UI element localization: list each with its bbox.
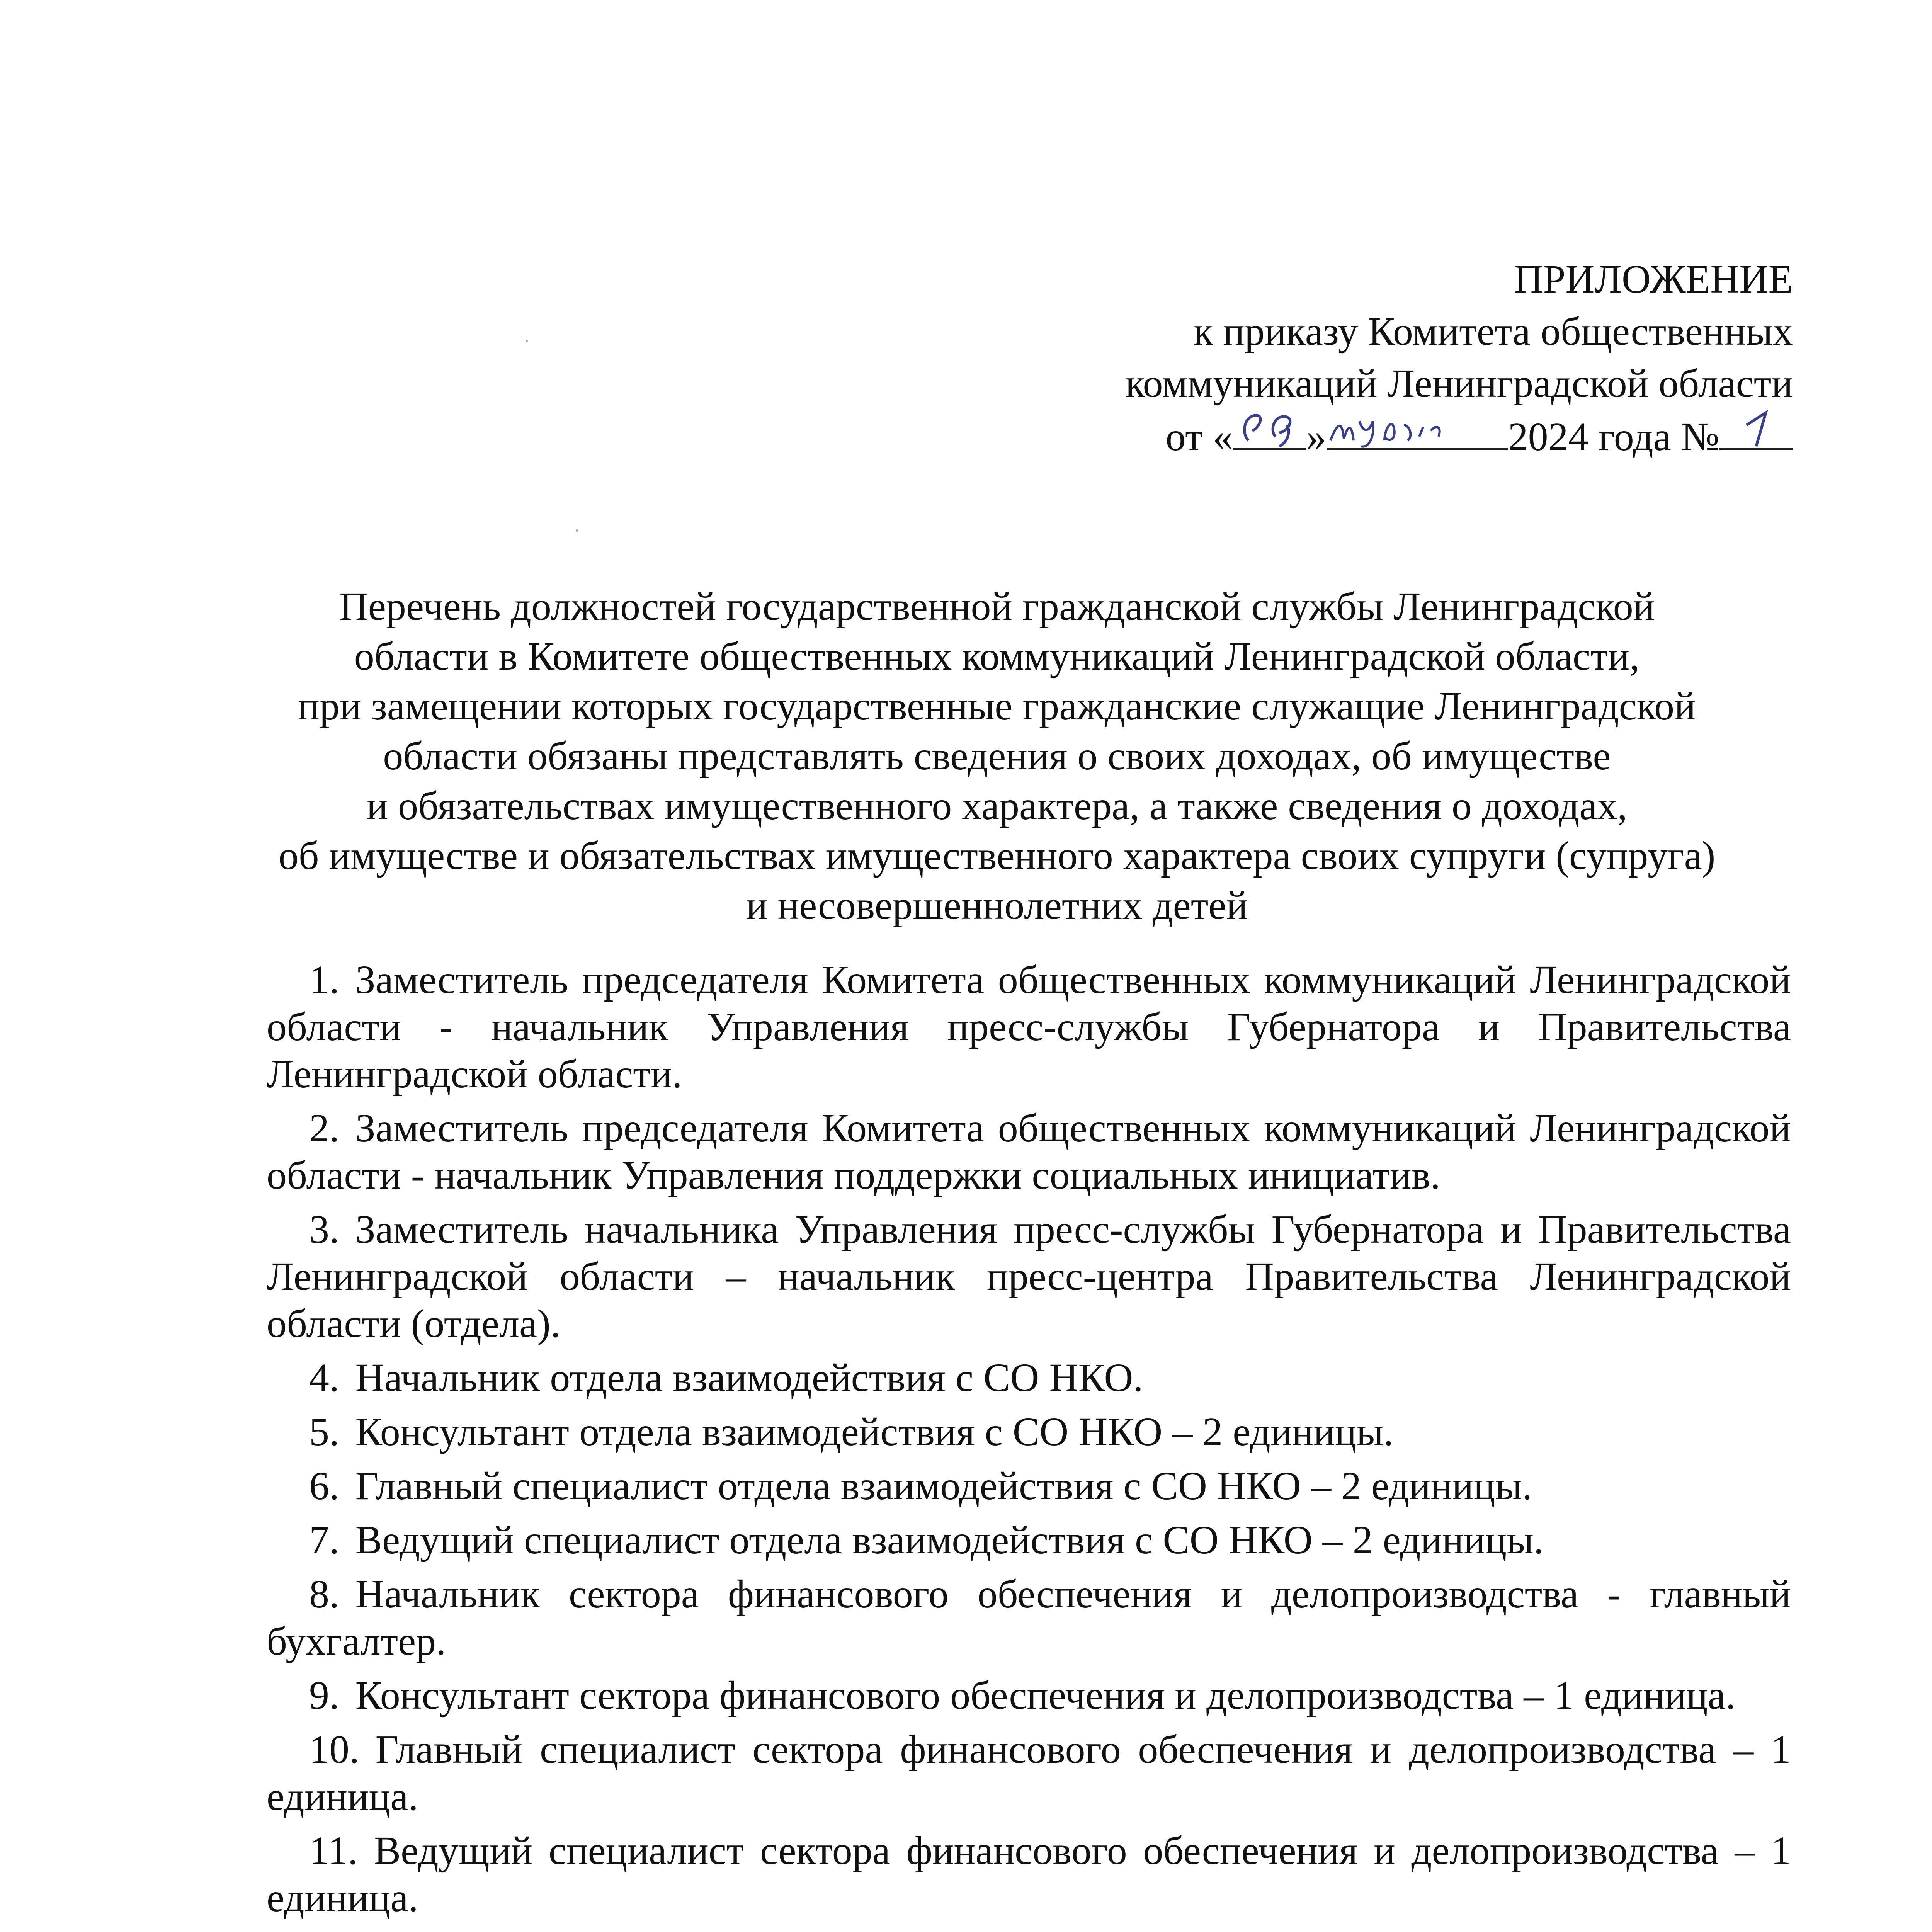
list-item bbox=[267, 1463, 1791, 1510]
title-line: области обязаны представлять сведения о своих доходах, об имуществе bbox=[383, 734, 1611, 778]
title-line: и несовершеннолетних детей bbox=[746, 883, 1248, 928]
item-number: 8. bbox=[309, 1572, 339, 1616]
item-number: 2. bbox=[309, 1106, 339, 1150]
title-line: Перечень должностей государственной гражданской службы Ленинградской bbox=[339, 584, 1655, 629]
list-item bbox=[267, 1517, 1791, 1564]
item-number: 4. bbox=[309, 1355, 339, 1400]
appendix-header bbox=[711, 253, 1793, 463]
handwritten-day-signature bbox=[1233, 410, 1306, 448]
list-item bbox=[267, 1672, 1791, 1719]
appendix-label: ПРИЛОЖЕНИЕ bbox=[1514, 257, 1793, 301]
list-item bbox=[267, 1408, 1791, 1456]
item-text: Главный специалист отдела взаимодействия с СО НКО – 2 единицы. bbox=[355, 1464, 1532, 1508]
item-text: Консультант сектора финансового обеспечения и делопроизводства – 1 единица. bbox=[355, 1673, 1736, 1718]
list-item bbox=[267, 1827, 1791, 1922]
title-line: области в Комитете общественных коммуникаций Ленинградской области, bbox=[354, 634, 1640, 679]
item-text: Заместитель начальника Управления пресс-службы Губернатора и Правительства Ленинградской области – начальник пресс-центра Правительства Ленинградской области (отдела). bbox=[267, 1207, 1791, 1346]
title-line: об имуществе и обязательствах имущественного характера своих супруги (супруга) bbox=[278, 833, 1716, 878]
item-number: 9. bbox=[309, 1673, 339, 1718]
item-text: Ведущий специалист сектора финансового обеспечения и делопроизводства – 1 единица. bbox=[267, 1828, 1791, 1920]
item-number: 11. bbox=[309, 1828, 358, 1873]
handwritten-month-signature bbox=[1327, 410, 1508, 448]
item-text: Заместитель председателя Комитета общественных коммуникаций Ленинградской области - начальник Управления пресс-службы Губернатора и Правительства Ленинградской области. bbox=[267, 957, 1791, 1096]
item-number: 10. bbox=[309, 1727, 359, 1772]
list-item bbox=[267, 1571, 1791, 1665]
date-mid: » bbox=[1306, 415, 1327, 459]
date-day-handwritten bbox=[1233, 410, 1306, 450]
item-number: 6. bbox=[309, 1464, 339, 1508]
item-number: 3. bbox=[309, 1207, 339, 1252]
item-text: Главный специалист сектора финансового обеспечения и делопроизводства – 1 единица. bbox=[267, 1727, 1791, 1819]
item-text: Ведущий специалист отдела взаимодействия с СО НКО – 2 единицы. bbox=[355, 1518, 1544, 1562]
list-item bbox=[267, 1105, 1791, 1199]
handwritten-number-signature bbox=[1719, 410, 1793, 448]
committee-name-line: коммуникаций Ленинградской области bbox=[1125, 361, 1793, 406]
date-prefix: от « bbox=[1165, 415, 1233, 459]
positions-list bbox=[267, 956, 1791, 1929]
order-number-handwritten bbox=[1719, 410, 1793, 450]
item-number: 5. bbox=[309, 1410, 339, 1454]
item-text: Начальник сектора финансового обеспечения и делопроизводства - главный бухгалтер. bbox=[267, 1572, 1791, 1663]
title-line: и обязательствах имущественного характера, а также сведения о доходах, bbox=[366, 784, 1628, 828]
document-title bbox=[232, 582, 1762, 930]
item-text: Консультант отдела взаимодействия с СО НКО – 2 единицы. bbox=[355, 1410, 1394, 1454]
item-number: 7. bbox=[309, 1518, 339, 1562]
title-line: при замещении которых государственные гражданские служащие Ленинградской bbox=[298, 684, 1696, 728]
list-item bbox=[267, 1354, 1791, 1401]
date-year: 2024 года № bbox=[1508, 415, 1719, 459]
scan-speck bbox=[576, 529, 578, 532]
list-item bbox=[267, 956, 1791, 1098]
scan-speck bbox=[526, 340, 528, 342]
date-month-handwritten bbox=[1327, 410, 1508, 450]
order-reference-line: к приказу Комитета общественных bbox=[1193, 309, 1793, 354]
item-number: 1. bbox=[309, 957, 339, 1002]
item-text: Начальник отдела взаимодействия с СО НКО. bbox=[355, 1355, 1143, 1400]
order-date-line bbox=[711, 410, 1793, 463]
item-text: Заместитель председателя Комитета общественных коммуникаций Ленинградской области - начальник Управления поддержки социальных инициатив. bbox=[267, 1106, 1791, 1197]
list-item bbox=[267, 1726, 1791, 1820]
list-item bbox=[267, 1206, 1791, 1347]
